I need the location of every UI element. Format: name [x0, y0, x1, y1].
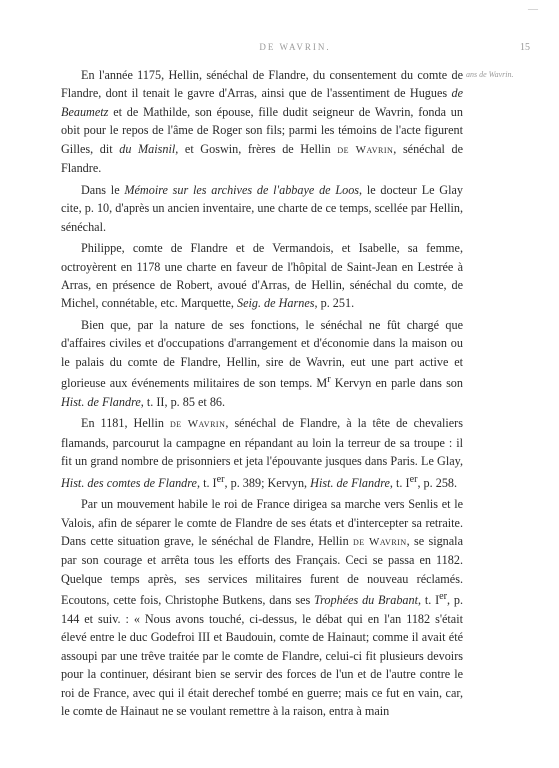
page-number: 15 [520, 42, 530, 53]
page-header [60, 42, 530, 56]
running-head: DE WAVRIN. [259, 42, 331, 52]
paragraph-1: En l'année 1175, Hellin, sénéchal de Flandre, du consentement du comte de Flandre, dont il tenait le gavre d'Arras, ainsi que de l'assentiment de Hugues de Beaumetz et de Mathilde, son épouse, fille dudit seigneur de Wavrin, fonda un obit pour le repos de l'âme de Roger son fils; parmi les témoins de l'acte figurent Gilles, dit du Maisnil, et Goswin, frères de Hellin de Wavrin, sénéchal de Flandre. [61, 68, 463, 176]
corner-mark: — [528, 4, 538, 15]
margin-note: ans de Wavrin. [466, 70, 514, 79]
paragraph-4: Bien que, par la nature de ses fonctions, le sénéchal ne fût chargé que d'affaires civiles et d'occupations d'arrangement et d'économie dans la maison ou le palais du comte de Flandre, Hellin, sire de Wavrin, eut une part active et glorieuse aux événements militaires de son temps. $M^r$ Kervyn en parle dans son Hist. de Flandre, t. II, p. 85 et 86. [61, 317, 463, 409]
paragraph-2: Dans le Mémoire sur les archives de l'abbaye de Loos, le docteur Le Glay cite, p. 10, d'après un ancien inventaire, une charte de ce temps, scellée par Hellin, sénéchal. [61, 182, 463, 234]
body-text [61, 66, 463, 724]
paragraph-6: Par un mouvement habile le roi de France dirigea sa marche vers Senlis et le Valois, afin de séparer le comte de Flandre de ses états et d'intercepter sa retraite. Dans cette situation grave, le sénéchal de Flandre, Hellin de Wavrin, se signala par son courage et arrêta tous les efforts des Français. Ceci se passa en 1182. Quelque temps après, ses services militaires furent de nouveau réclamés. Ecoutons, cette fois, Christophe Butkens, dans ses Trophées du Brabant, t. Ier, p. 144 et suiv. : « Nous avons touché, ci-dessus, le débat qui en l'an 1182 s'était élevé entre le duc Godefroi III et Baudouin, comte de Hainaut; comme il avait été assoupi par une trêve traitée par le comte de Flandre, celui-ci fit plusieurs devoirs pour la continuer, désirant bien se servir des forces de l'un et de l'autre contre le roi de France, avec qui il était derechef tombé en guerre; mais ce fut en vain, car, le comte de Hainaut ne se voulant remettre à la raison, entra à main [61, 497, 464, 719]
paragraph-3: Philippe, comte de Flandre et de Vermandois, et Isabelle, sa femme, octroyèrent en 1178 une charte en faveur de l'hôpital de Saint-Jean en Lestrée à Arras, en présence de Robert, avoué d'Arras, de Hellin, sénéchal du comte, de Michel, connétable, etc. Marquette, Seig. de Harnes, p. 251. [61, 241, 463, 311]
paragraph-5: En 1181, Hellin de Wavrin, sénéchal de Flandre, à la tête de chevaliers flamands, parcourut la campagne en répandant au loin la terreur de sa troupe : il fit un grand nombre de prisonniers et jeta l'épouvante jusques dans Paris. Le Glay, Hist. des comtes de Flandre, t. Ier, p. 389; Kervyn, Hist. de Flandre, t. Ier, p. 258. [61, 416, 463, 490]
